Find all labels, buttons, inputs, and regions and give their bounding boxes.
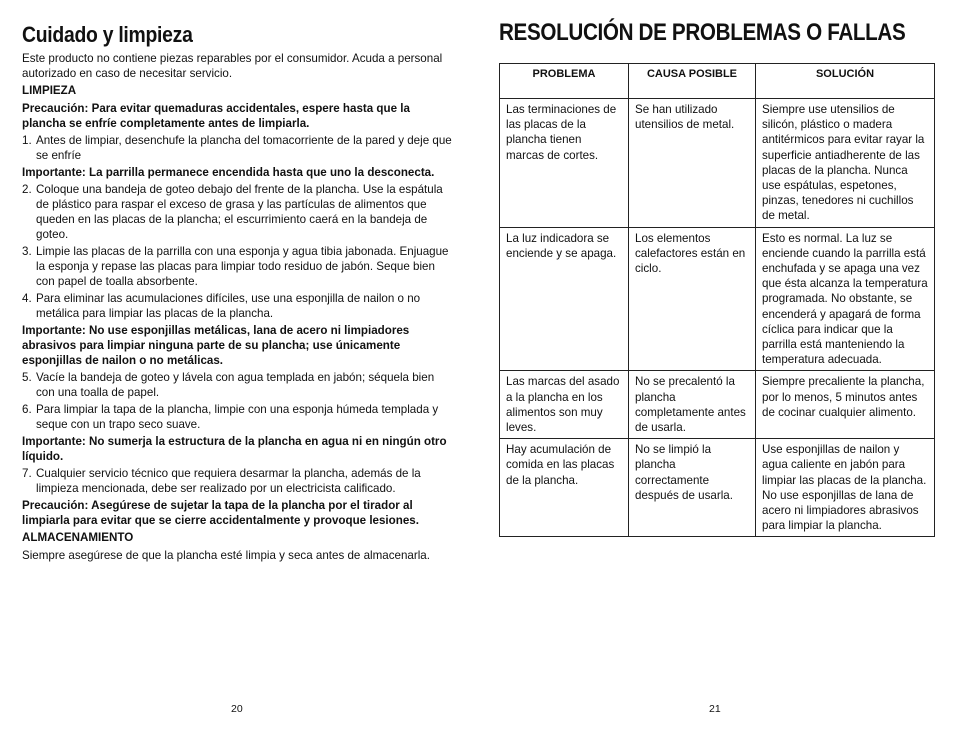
important-note-3: Importante: No sumerja la estructura de la plancha en agua ni en ningún otro líquido. (22, 435, 447, 463)
cell-cause: Se han utilizado utensilios de metal. (629, 99, 756, 228)
step-7-text: Cualquier servicio técnico que requiera desarmar la plancha, además de la limpieza mencionada, debe ser realizado por un electricista calificado. (36, 467, 421, 495)
step-2-text: Coloque una bandeja de goteo debajo del frente de la plancha. Use la espátula de plástico para raspar el exceso de grasa y las partículas de alimentos que queden en las placas de la plancha; el escurrimiento caerá en la bandeja de goteo. (36, 183, 443, 241)
step-1: 1. Antes de limpiar, desenchufe la plancha del tomacorriente de la pared y deje que se enfríe (22, 133, 454, 163)
step-6-text: Para limpiar la tapa de la plancha, limpie con una esponja húmeda templada y seque con un trapo seco suave. (36, 403, 439, 431)
section-heading-storage: ALMACENAMIENTO (22, 531, 134, 544)
cell-cause: Los elementos calefactores están en ciclo. (629, 227, 756, 371)
care-content (22, 51, 454, 565)
important-note-1: Importante: La parrilla permanece encendida hasta que uno la desconecta. (22, 166, 435, 179)
header-cause: CAUSA POSIBLE (629, 64, 756, 99)
step-5: 5. Vacíe la bandeja de goteo y lávela con agua templada en jabón; séquela bien con una toalla de papel. (22, 370, 454, 400)
page-title-troubleshooting: RESOLUCIÓN DE PROBLEMAS O FALLAS (499, 19, 906, 46)
left-page (22, 0, 454, 738)
table-row (500, 99, 935, 228)
cell-cause: No se precalentó la plancha completamente antes de usarla. (629, 371, 756, 439)
cell-problem: La luz indicadora se enciende y se apaga. (500, 227, 629, 371)
table-row (500, 439, 935, 537)
troubleshooting-table (499, 63, 935, 537)
step-7: 7. Cualquier servicio técnico que requiera desarmar la plancha, además de la limpieza mencionada, debe ser realizado por un electricista calificado. (22, 466, 454, 496)
step-1-text: Antes de limpiar, desenchufe la plancha del tomacorriente de la pared y deje que se enfríe (36, 134, 452, 162)
important-note-2: Importante: No use esponjillas metálicas, lana de acero ni limpiadores abrasivos para limpiar ninguna parte de su plancha; use únicamente esponjillas de nailon o no metálicas. (22, 324, 410, 367)
page-number-right: 21 (709, 703, 721, 715)
step-2: 2. Coloque una bandeja de goteo debajo del frente de la plancha. Use la espátula de plástico para raspar el exceso de grasa y las partículas de alimentos que queden en las placas de la plancha; el escurrimiento caerá en la bandeja de goteo. (22, 182, 454, 242)
cell-problem: Las terminaciones de las placas de la plancha tienen marcas de cortes. (500, 99, 629, 228)
cell-problem: Hay acumulación de comida en las placas de la plancha. (500, 439, 629, 537)
step-3-text: Limpie las placas de la parrilla con una esponja y agua tibia jabonada. Enjuague la esponja y repase las placas para limpiar todo residuo de jabón. Seque bien con papel de toalla absorbente. (36, 245, 449, 288)
header-problem: PROBLEMA (500, 64, 629, 99)
cell-solution: Esto es normal. La luz se enciende cuando la parrilla está enchufada y se apaga una vez que ésta alcanza la temperatura programada. No obstante, se encenderá y apagará de forma cíclica para indicar que la parrilla está manteniendo la temperatura adecuada. (756, 227, 935, 371)
cell-solution: Use esponjillas de nailon y agua caliente en jabón para limpiar las placas de la plancha. No use esponjillas de lana de acero ni limpiadores abrasivos para limpiar la plancha. (756, 439, 935, 537)
step-6: 6. Para limpiar la tapa de la plancha, limpie con una esponja húmeda templada y seque con un trapo seco suave. (22, 402, 454, 432)
step-5-text: Vacíe la bandeja de goteo y lávela con agua templada en jabón; séquela bien con una toalla de papel. (36, 371, 435, 399)
caution-lid: Precaución: Asegúrese de sujetar la tapa de la plancha por el tirador al limpiarla para evitar que se cierre accidentalmente y provoque lesiones. (22, 499, 419, 527)
section-heading-cleaning: LIMPIEZA (22, 84, 77, 97)
cell-solution: Siempre use utensilios de silicón, plástico o madera antitérmicos para evitar rayar la superficie antiadherente de las placas de la plancha. Nunca use espátulas, espetones, pinzas, tenedores ni cuchillos de metal. (756, 99, 935, 228)
cell-cause: No se limpió la plancha correctamente después de usarla. (629, 439, 756, 537)
caution-burns: Precaución: Para evitar quemaduras accidentales, espere hasta que la plancha se enfríe completamente antes de limpiarla. (22, 102, 410, 130)
step-4: 4. Para eliminar las acumulaciones difíciles, use una esponjilla de nailon o no metálica para limpiar las placas de la plancha. (22, 291, 454, 321)
step-3: 3. Limpie las placas de la parrilla con una esponja y agua tibia jabonada. Enjuague la esponja y repase las placas para limpiar todo residuo de jabón. Seque bien con papel de toalla absorbente. (22, 244, 454, 289)
page-number-left: 20 (231, 703, 243, 715)
table-row (500, 227, 935, 371)
cell-problem: Las marcas del asado a la plancha en los alimentos son muy leves. (500, 371, 629, 439)
table-row (500, 371, 935, 439)
storage-paragraph: Siempre asegúrese de que la plancha esté limpia y seca antes de almacenarla. (22, 549, 430, 562)
table-header-row (500, 64, 935, 99)
cell-solution: Siempre precaliente la plancha, por lo menos, 5 minutos antes de cocinar cualquier alimento. (756, 371, 935, 439)
right-page (499, 0, 935, 738)
intro-paragraph: Este producto no contiene piezas reparables por el consumidor. Acuda a personal autorizado en caso de necesitar servicio. (22, 52, 443, 80)
page-title-care: Cuidado y limpieza (22, 22, 193, 47)
step-4-text: Para eliminar las acumulaciones difíciles, use una esponjilla de nailon o no metálica para limpiar las placas de la plancha. (36, 292, 421, 320)
header-solution: SOLUCIÓN (756, 64, 935, 99)
